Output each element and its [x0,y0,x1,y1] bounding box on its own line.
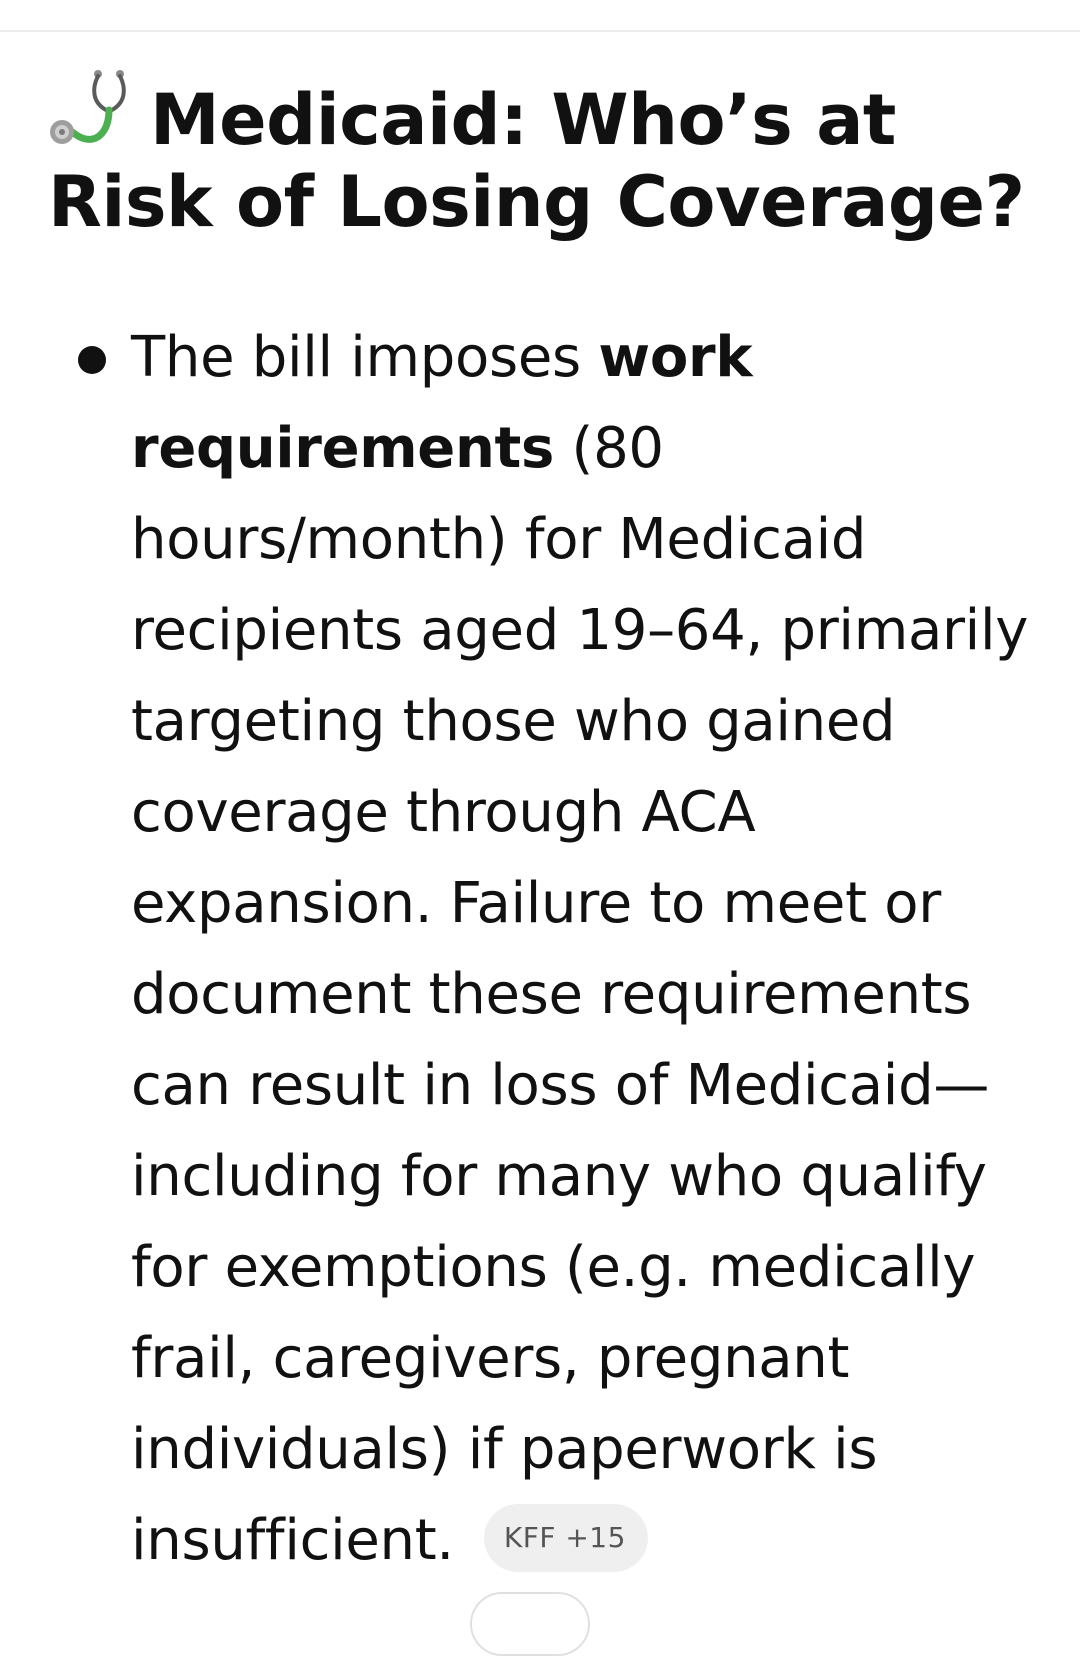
source-citation-chip[interactable]: KFF +15 [484,1504,648,1572]
bullet-list [0,312,1080,1586]
bullet-text-after: (80 hours/month) for Medicaid recipients aged 19–64, primarily targeting those who gained coverage through ACA expansion. Failure to meet or document these requirements can result in loss of Medicaid—including for many who qualify for exemptions (e.g. medically frail, caregivers, pregnant individuals) if paperwork is insufficient. [131,416,1029,1573]
heading-text: Medicaid: Who’s at Risk of Losing Coverage? [48,79,1025,243]
list-item [0,312,1080,1586]
top-divider [0,30,1080,32]
scroll-down-button[interactable] [470,1592,590,1656]
bullet-bold-text: work requirements [131,325,753,481]
bullet-text-before: The bill imposes [131,325,599,390]
section-heading [48,68,1038,243]
stethoscope-icon [48,68,140,154]
bullet-text [131,325,1028,1573]
bullet-dot-icon [78,346,106,374]
